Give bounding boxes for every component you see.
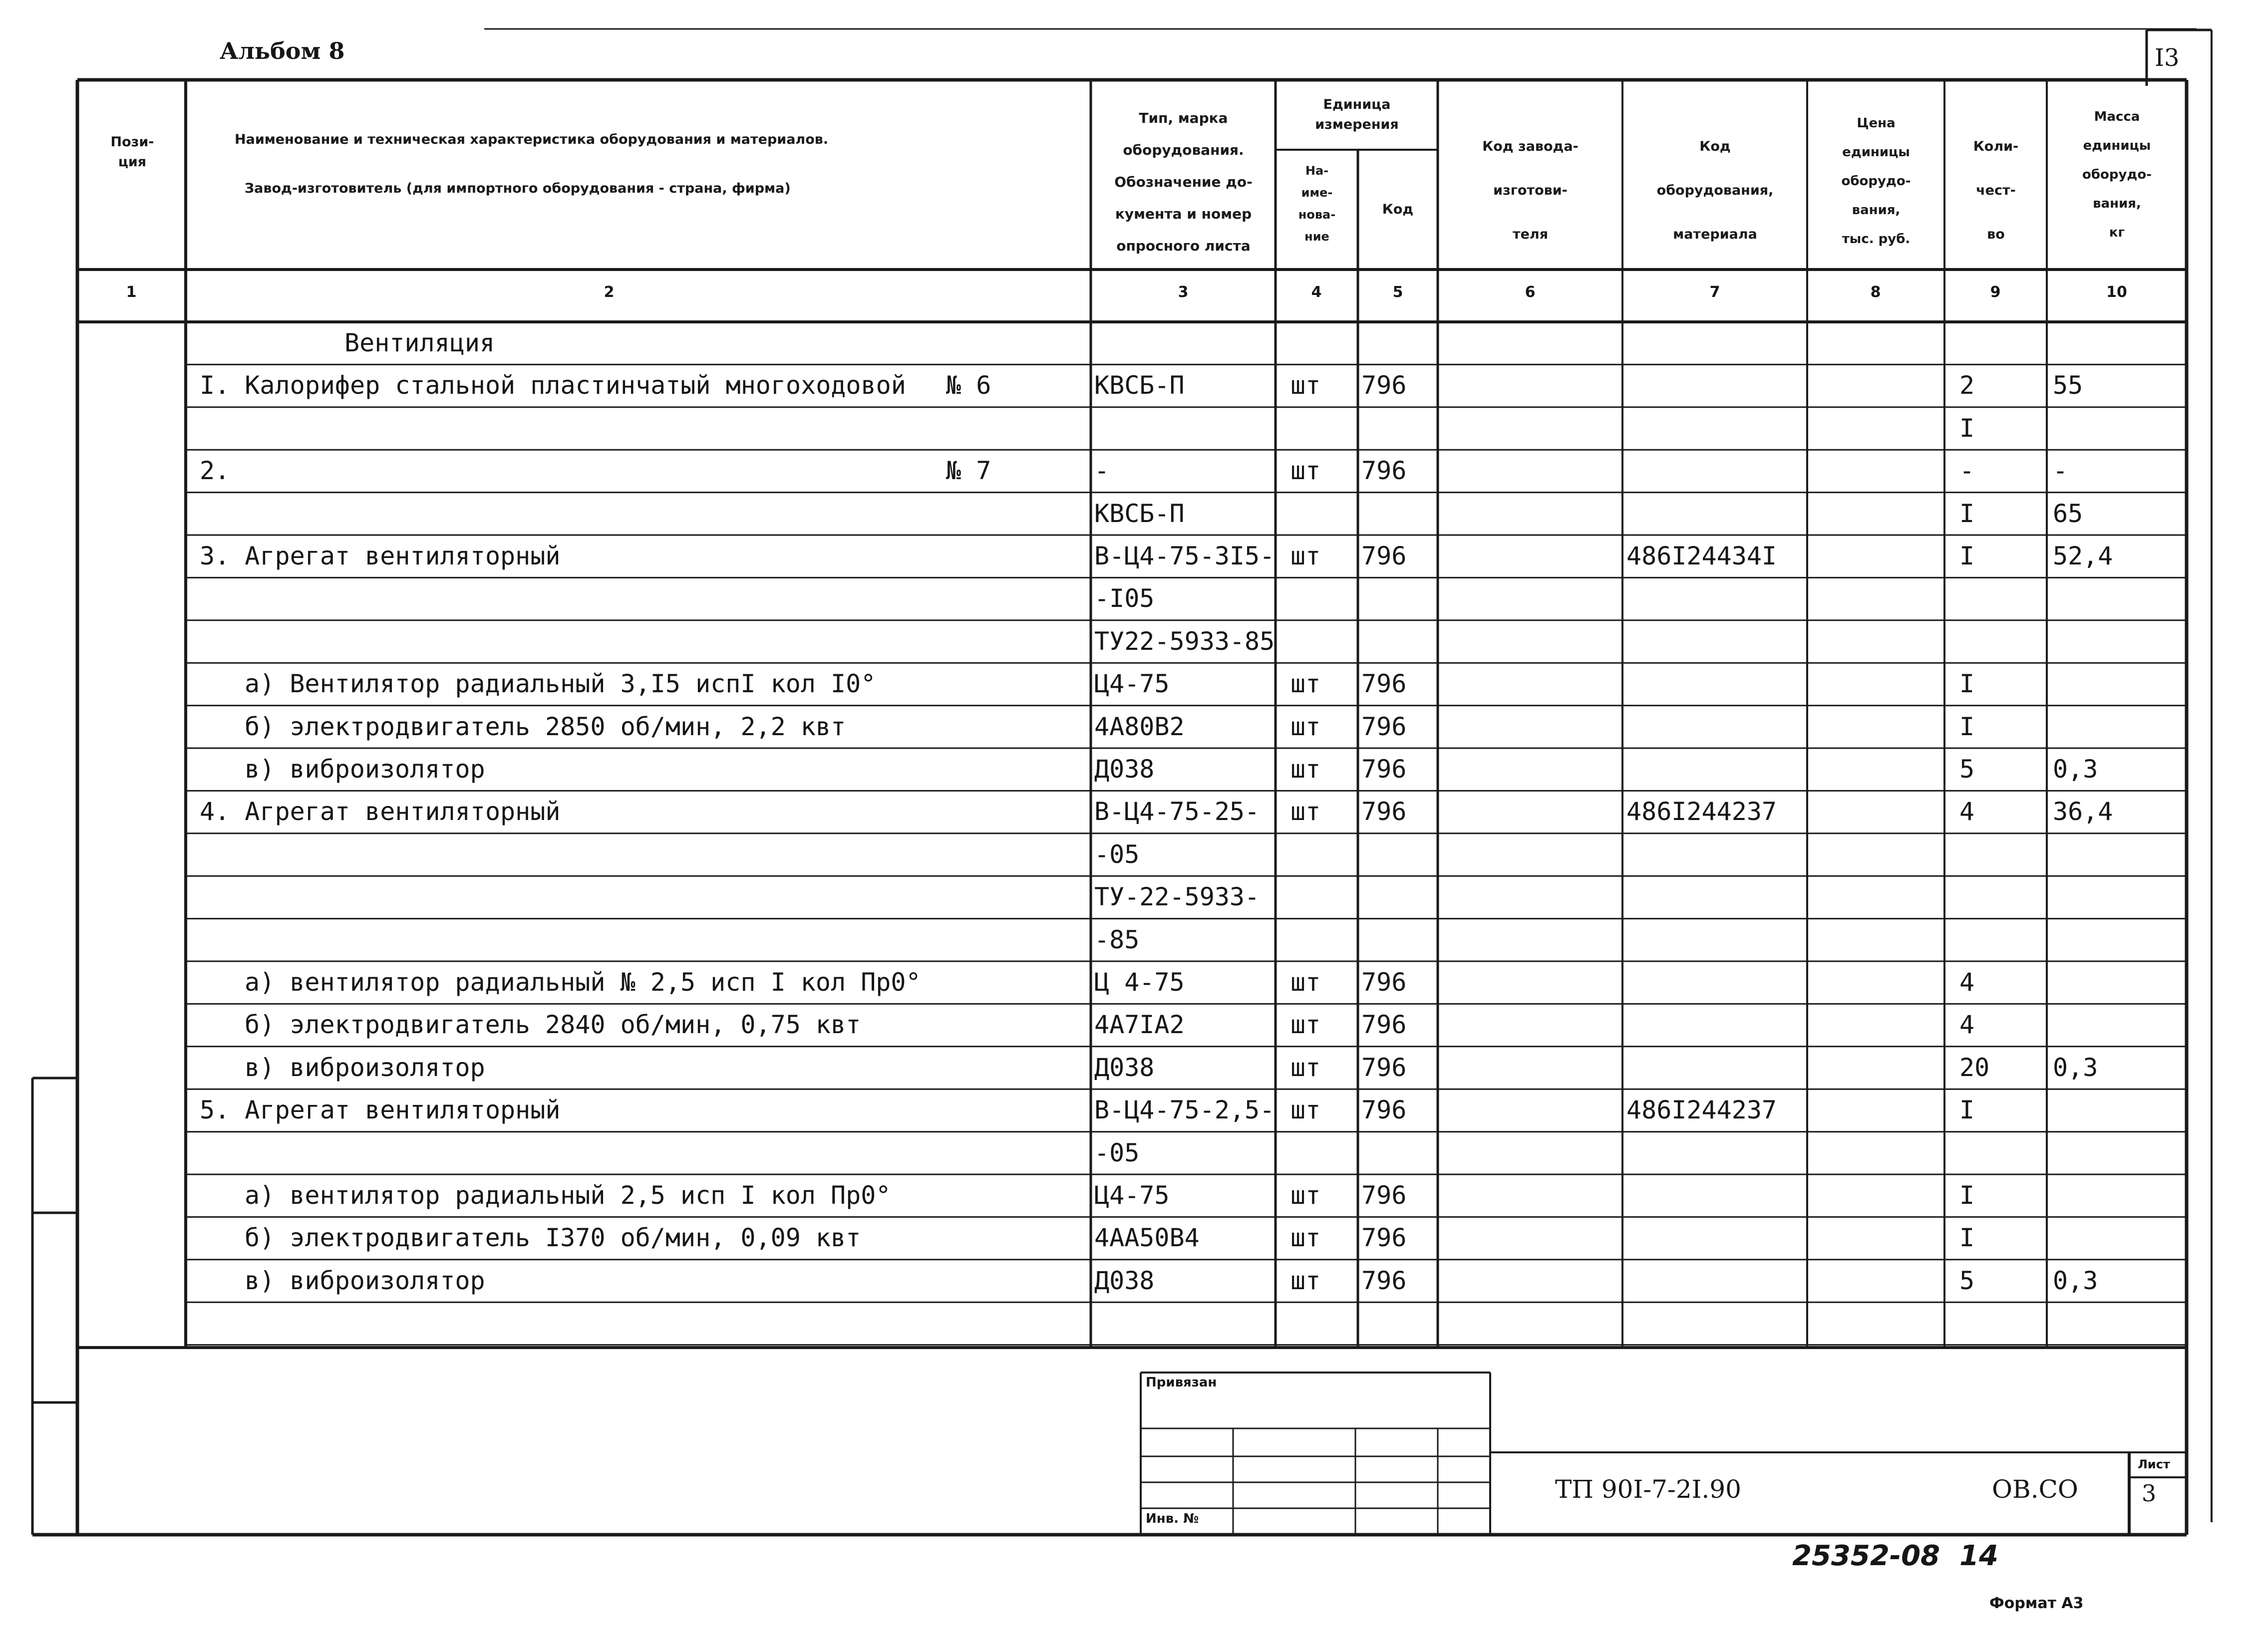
row-unit-code: 796 bbox=[1361, 797, 1407, 826]
row-type: 4АА50В4 bbox=[1094, 1223, 1200, 1253]
row-mass: 36,4 bbox=[2053, 797, 2113, 826]
row-type: Д038 bbox=[1094, 1266, 1155, 1295]
row-number-mark: № 7 bbox=[946, 456, 991, 486]
row-mass: 55 bbox=[2053, 371, 2083, 400]
row-unit-code: 796 bbox=[1361, 755, 1407, 784]
row-unit-code: 796 bbox=[1361, 456, 1407, 486]
row-mass: 65 bbox=[2053, 499, 2083, 528]
column-number-2: 2 bbox=[604, 283, 615, 301]
header-position: Пози- ция bbox=[110, 134, 154, 170]
stamp-inventory-number: Инв. № bbox=[1146, 1511, 1199, 1526]
header-mass: Масса единицы оборудо- вания, кг bbox=[2082, 109, 2152, 240]
row-unit: шт bbox=[1290, 1010, 1321, 1040]
section-code: ОВ.СО bbox=[1992, 1475, 2078, 1504]
row-unit-code: 796 bbox=[1361, 669, 1407, 699]
row-unit: шт bbox=[1290, 968, 1321, 997]
row-unit-code: 796 bbox=[1361, 371, 1407, 400]
row-type: Ц4-75 bbox=[1094, 1181, 1170, 1210]
column-number-1: 1 bbox=[126, 283, 137, 301]
stamp-privyazan: Привязан bbox=[1146, 1375, 1217, 1390]
row-equipment-code: 486I244237 bbox=[1626, 797, 1777, 826]
row-mass: 0,3 bbox=[2053, 755, 2098, 784]
row-unit: шт bbox=[1290, 1223, 1321, 1253]
row-quantity: I bbox=[1959, 1223, 1975, 1253]
row-type: -05 bbox=[1094, 839, 1140, 869]
row-name: а) вентилятор радиальный 2,5 исп I кол Пр0° bbox=[245, 1181, 891, 1210]
row-unit: шт bbox=[1290, 712, 1321, 741]
row-type: Ц 4-75 bbox=[1094, 968, 1185, 997]
row-mass: - bbox=[2053, 456, 2068, 486]
header-equip-code: Код оборудования, материала bbox=[1656, 139, 1774, 242]
row-type: В-Ц4-75-2,5- bbox=[1094, 1096, 1275, 1125]
column-number-9: 9 bbox=[1990, 283, 2001, 301]
row-name: 4. Агрегат вентиляторный bbox=[200, 797, 561, 826]
row-unit-code: 796 bbox=[1361, 542, 1407, 570]
paper-format: Формат А3 bbox=[1989, 1595, 2084, 1612]
column-number-3: 3 bbox=[1178, 283, 1189, 301]
row-quantity: 4 bbox=[1959, 968, 1975, 997]
row-name: в) виброизолятор bbox=[245, 1053, 485, 1082]
header-quantity: Коли- чест- во bbox=[1973, 139, 2019, 242]
row-name: б) электродвигатель I370 об/мин, 0,09 квт bbox=[245, 1223, 861, 1253]
row-equipment-code: 486I244237 bbox=[1626, 1096, 1777, 1125]
row-type: 4А80В2 bbox=[1094, 712, 1185, 741]
sheet-corner-number: I3 bbox=[2155, 44, 2180, 72]
row-unit-code: 796 bbox=[1361, 712, 1407, 741]
column-number-5: 5 bbox=[1392, 283, 1403, 301]
row-unit: шт bbox=[1290, 371, 1321, 400]
row-unit: шт bbox=[1290, 1096, 1321, 1125]
row-name: а) Вентилятор радиальный 3,I5 испI кол I0° bbox=[245, 669, 876, 699]
row-mass: 52,4 bbox=[2053, 542, 2113, 570]
row-quantity: I bbox=[1959, 669, 1975, 699]
row-unit: шт bbox=[1290, 1181, 1321, 1210]
row-quantity: I bbox=[1959, 712, 1975, 741]
header-type: Тип, марка оборудования. Обозначение до- кумента и номер опросного листа bbox=[1114, 110, 1253, 254]
document-code: ТП 90I-7-2I.90 bbox=[1555, 1475, 1741, 1504]
row-unit-code: 796 bbox=[1361, 1096, 1407, 1125]
row-type: -85 bbox=[1094, 925, 1140, 954]
row-name: б) электродвигатель 2850 об/мин, 2,2 квт bbox=[245, 712, 846, 741]
row-type: - bbox=[1094, 456, 1110, 486]
row-unit: шт bbox=[1290, 1053, 1321, 1082]
row-quantity: 2 bbox=[1959, 371, 1975, 400]
row-unit-code: 796 bbox=[1361, 1266, 1407, 1295]
row-name: в) виброизолятор bbox=[245, 1266, 485, 1295]
row-type: КВСБ-П bbox=[1094, 371, 1185, 400]
header-price: Цена единицы оборудо- вания, тыс. руб. bbox=[1841, 116, 1911, 247]
row-unit: шт bbox=[1290, 456, 1321, 486]
header-unit: Единица измерения bbox=[1315, 97, 1399, 132]
row-unit-code: 796 bbox=[1361, 1181, 1407, 1210]
row-quantity: 5 bbox=[1959, 755, 1975, 784]
row-name: а) вентилятор радиальный № 2,5 исп I кол Пр0° bbox=[245, 968, 921, 997]
handwritten-number: 25352-08 14 bbox=[1792, 1540, 1998, 1572]
row-unit: шт bbox=[1290, 669, 1321, 699]
header-factory-code: Код завода- изготови- теля bbox=[1482, 139, 1579, 242]
row-unit-code: 796 bbox=[1361, 1010, 1407, 1040]
row-unit: шт bbox=[1290, 1266, 1321, 1295]
row-type: Д038 bbox=[1094, 1053, 1155, 1082]
row-type: -05 bbox=[1094, 1138, 1140, 1167]
row-quantity: I bbox=[1959, 413, 1975, 443]
row-name: Вентиляция bbox=[344, 328, 495, 357]
row-quantity: 4 bbox=[1959, 1010, 1975, 1040]
row-mass: 0,3 bbox=[2053, 1266, 2098, 1295]
row-type: Д038 bbox=[1094, 755, 1155, 784]
row-quantity: 4 bbox=[1959, 797, 1975, 826]
row-unit-code: 796 bbox=[1361, 1223, 1407, 1253]
header-unit-code: Код bbox=[1382, 202, 1414, 217]
row-type: В-Ц4-75-3I5- bbox=[1094, 542, 1275, 570]
row-equipment-code: 486I24434I bbox=[1626, 542, 1777, 570]
row-quantity: I bbox=[1959, 1181, 1975, 1210]
row-name: 3. Агрегат вентиляторный bbox=[200, 542, 561, 570]
row-unit: шт bbox=[1290, 797, 1321, 826]
row-type: Ц4-75 bbox=[1094, 669, 1170, 699]
column-number-4: 4 bbox=[1311, 283, 1322, 301]
row-type: -I05 bbox=[1094, 584, 1155, 613]
header-unit-name: На- име- нова- ние bbox=[1298, 164, 1336, 244]
row-unit-code: 796 bbox=[1361, 968, 1407, 997]
column-number-10: 10 bbox=[2106, 283, 2127, 301]
row-name: 5. Агрегат вентиляторный bbox=[200, 1096, 561, 1125]
column-number-6: 6 bbox=[1525, 283, 1536, 301]
row-name: 2. bbox=[200, 456, 230, 486]
row-name: б) электродвигатель 2840 об/мин, 0,75 квт bbox=[245, 1010, 861, 1040]
row-type: 4А7IА2 bbox=[1094, 1010, 1185, 1040]
row-type: ТУ-22-5933- bbox=[1094, 882, 1260, 912]
row-quantity: 20 bbox=[1959, 1053, 1990, 1082]
row-unit: шт bbox=[1290, 755, 1321, 784]
column-number-7: 7 bbox=[1709, 283, 1720, 301]
header-name-line2: Завод-изготовитель (для импортного оборудования - страна, фирма) bbox=[245, 181, 791, 196]
album-label: Альбом 8 bbox=[220, 37, 345, 64]
header-name-line1: Наименование и техническая характеристика оборудования и материалов. bbox=[235, 132, 829, 147]
row-name: I. Калорифер стальной пластинчатый многоходовой bbox=[200, 371, 906, 400]
row-type: КВСБ-П bbox=[1094, 499, 1185, 528]
row-quantity: I bbox=[1959, 499, 1975, 528]
row-mass: 0,3 bbox=[2053, 1053, 2098, 1082]
sheet-label: Лист bbox=[2138, 1457, 2170, 1471]
sheet-number: 3 bbox=[2142, 1480, 2157, 1507]
row-quantity: - bbox=[1959, 456, 1975, 486]
row-unit-code: 796 bbox=[1361, 1053, 1407, 1082]
row-quantity: I bbox=[1959, 542, 1975, 570]
column-number-8: 8 bbox=[1870, 283, 1881, 301]
row-quantity: I bbox=[1959, 1096, 1975, 1125]
row-name: в) виброизолятор bbox=[245, 755, 485, 784]
row-type: В-Ц4-75-25- bbox=[1094, 797, 1260, 826]
row-number-mark: № 6 bbox=[946, 371, 991, 400]
row-quantity: 5 bbox=[1959, 1266, 1975, 1295]
row-unit: шт bbox=[1290, 542, 1321, 570]
row-type: ТУ22-5933-85 bbox=[1094, 626, 1275, 656]
